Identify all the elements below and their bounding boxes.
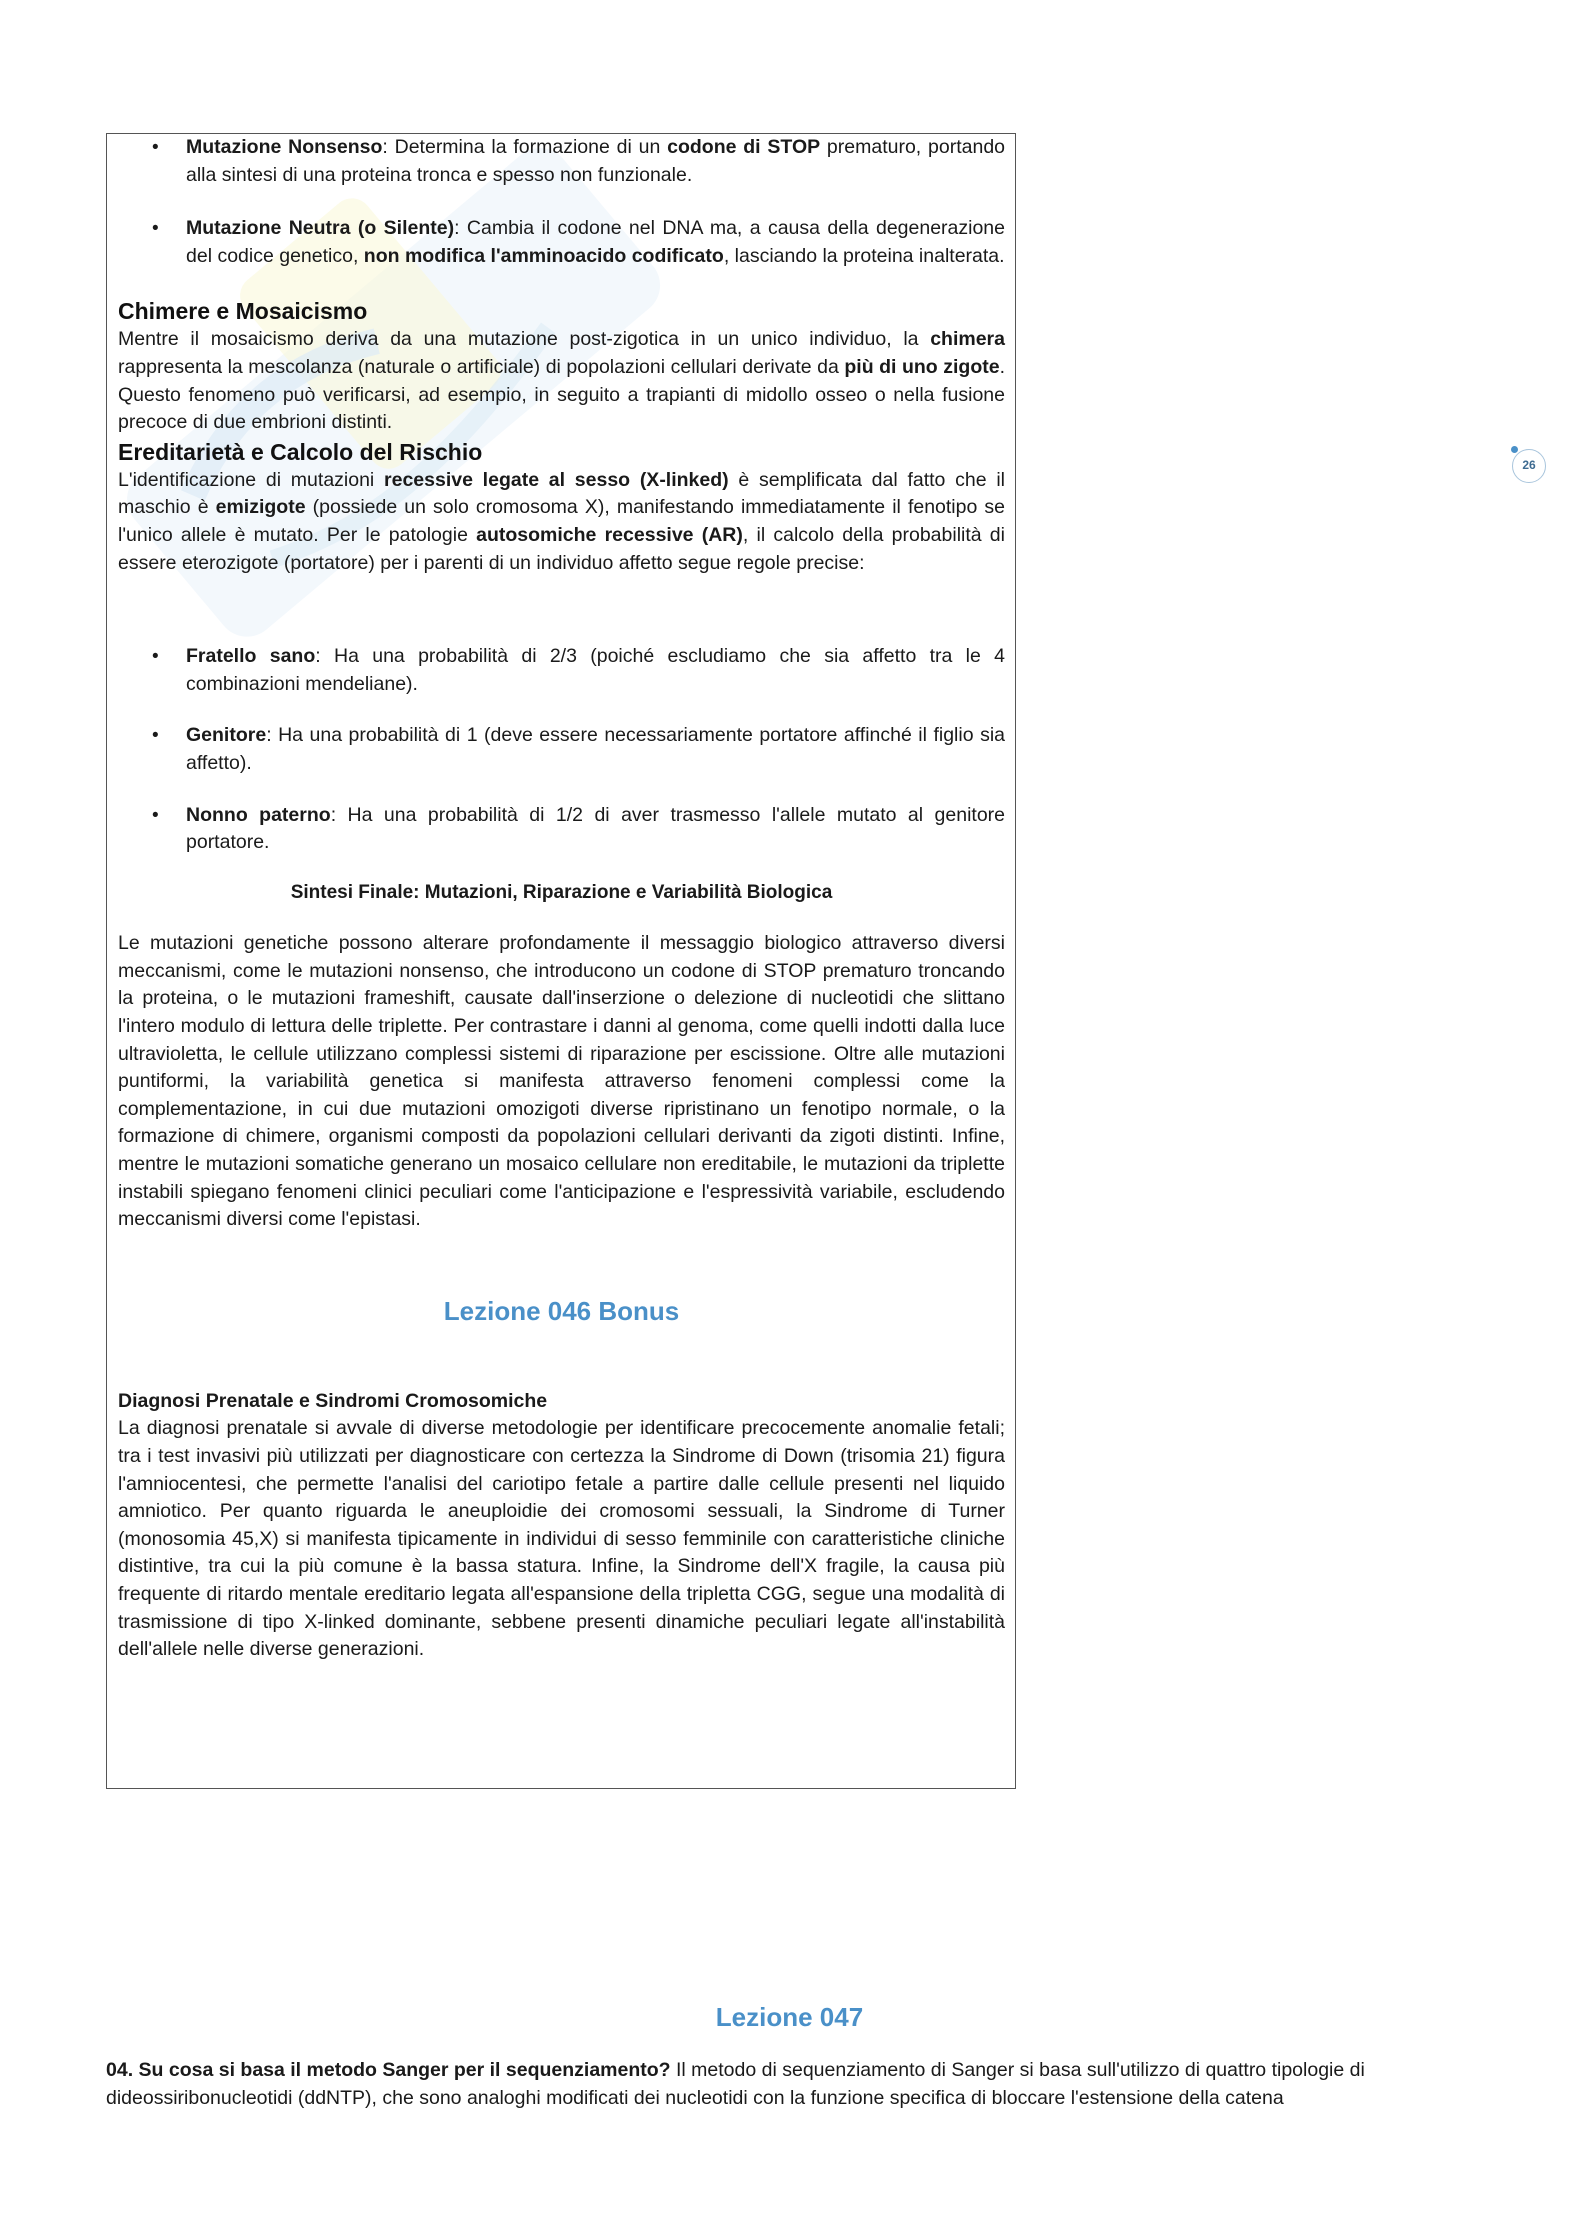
list-item: • Mutazione Nonsenso: Determina la formazione di un codone di STOP prematuro, portando alla sintesi di una proteina tronca e spesso non funzionale.: [118, 134, 1005, 189]
list-item-term: Mutazione Nonsenso: [186, 136, 383, 158]
list-item-term: Fratello sano: [186, 645, 316, 668]
bold-term: codone di STOP: [667, 136, 821, 158]
lesson-title-bonus: Lezione 046 Bonus: [443, 1295, 680, 1326]
bold-term: più di uno zigote: [844, 355, 1000, 378]
question-answer-04: [106, 2057, 1486, 2112]
bold-term: non modifica l'amminoacido codificato: [363, 244, 724, 267]
risk-list: [118, 643, 1005, 857]
mutation-types-list: [118, 134, 1005, 270]
lesson-title-047: Lezione 047: [715, 2002, 864, 2032]
list-item-term: Mutazione Neutra (o Silente): [186, 217, 455, 240]
page-number-badge: [1512, 449, 1546, 483]
badge-dot-icon: [1511, 446, 1518, 453]
paragraph-diagnosi: La diagnosi prenatale si avvale di diverse metodologie per identificare precocemente anomalie fetali; tra i test invasivi più utilizzati per diagnosticare con certezza la Sindrome di Down (trisomia 21) figura l'amniocentesi, che permette l'analisi del cariotipo fetale a partire dalle cellule presenti nel liquido amniotico. Per quanto riguarda le aneuploidie dei cromosomi sessuali, la Sindrome di Turner (monosomia 45,X) si manifesta tipicamente in individui di sesso femminile con caratteristiche cliniche distintive, tra cui la più comune è la bassa statura. Infine, la Sindrome dell'X fragile, la causa più frequente di ritardo mentale ereditario legata all'espansione della tripletta CGG, segue una modalità di trasmissione di tipo X-linked dominante, sebbene presenti dinamiche peculiari legate all'instabilità dell'allele nelle diverse generazioni.: [118, 1417, 1005, 1661]
bold-term: recessive legate al sesso (X-linked): [384, 468, 729, 491]
answer-text: Il metodo di sequenziamento di Sanger si basa sull'utilizzo di quattro tipologie di dideossiribonucleotidi (ddNTP), che sono analoghi modificati dei nucleotidi con la funzione specifica di bloccare l'estensione della catena: [106, 2059, 1365, 2109]
list-item: • Fratello sano: Ha una probabilità di 2/3 (poiché escludiamo che sia affetto tra le 4 combinazioni mendeliane).: [118, 643, 1005, 698]
section-heading-chimere: Chimere e Mosaicismo: [118, 298, 368, 325]
section-heading-ereditarieta: Ereditarietà e Calcolo del Rischio: [118, 438, 483, 465]
list-item: • Genitore: Ha una probabilità di 1 (deve essere necessariamente portatore affinché il figlio sia affetto).: [118, 722, 1005, 777]
synthesis-title: Sintesi Finale: Mutazioni, Riparazione e Variabilità Biologica: [290, 881, 833, 903]
list-item: • Mutazione Neutra (o Silente): Cambia il codone nel DNA ma, a causa della degenerazione del codice genetico, non modifica l'amminoacido codificato, lasciando la proteina inalterata.: [118, 215, 1005, 270]
section-heading-diagnosi: Diagnosi Prenatale e Sindromi Cromosomiche: [118, 1389, 548, 1412]
bold-term: autosomiche recessive (AR): [476, 523, 743, 546]
list-item-term: Genitore: [186, 724, 267, 747]
paragraph-synthesis: Le mutazioni genetiche possono alterare profondamente il messaggio biologico attraverso diversi meccanismi, come le mutazioni nonsenso, che introducono un codone di STOP prematuro troncando la proteina, o le mutazioni frameshift, causate dall'inserzione o delezione di nucleotidi che slittano l'intero modulo di lettura delle triplette. Per contrastare i danni al genoma, come quelli indotti dalla luce ultravioletta, le cellule utilizzano complessi sistemi di riparazione per escissione. Oltre alle mutazioni puntiformi, la variabilità genetica si manifesta attraverso fenomeni complessi come la complementazione, in cui due mutazioni omozigoti diverse ripristinano un fenotipo normale, o la formazione di chimere, organismi composti da popolazioni cellulari derivanti da zigoti distinti. Infine, mentre le mutazioni somatiche generano un mosaico cellulare non ereditabile, le mutazioni da triplette instabili spiegano fenomeni clinici peculiari come l'anticipazione e l'espressività variabile, escludendo meccanismi diversi come l'epistasi.: [118, 932, 1005, 1231]
paragraph-ereditarieta: L'identificazione di mutazioni recessive legate al sesso (X-linked) è semplificata dal fatto che il maschio è emizigote (possiede un solo cromosoma X), manifestando immediatamente il fenotipo se l'unico allele è mutato. Per le patologie autosomiche recessive (AR), il calcolo della probabilità di essere eterozigote (portatore) per i parenti di un individuo affetto segue regole precise:: [118, 468, 1006, 574]
bold-term: emizigote: [215, 496, 306, 519]
question-text: 04. Su cosa si basa il metodo Sanger per il sequenziamento?: [106, 2059, 671, 2081]
bold-term: chimera: [930, 328, 1005, 351]
paragraph-chimere: Mentre il mosaicismo deriva da una mutazione post-zigotica in un unico individuo, la chimera rappresenta la mescolanza (naturale o artificiale) di popolazioni cellulari derivate da più di uno zigote. Questo fenomeno può verificarsi, ad esempio, in seguito a trapianti di midollo osseo o nella fusione precoce di due embrioni distinti.: [118, 328, 1005, 434]
page-number: 26: [1522, 458, 1536, 472]
list-item-term: Nonno paterno: [186, 803, 331, 826]
list-item: • Nonno paterno: Ha una probabilità di 1/2 di aver trasmesso l'allele mutato al genitore portatore.: [118, 802, 1005, 857]
document-body: [118, 134, 1005, 1664]
